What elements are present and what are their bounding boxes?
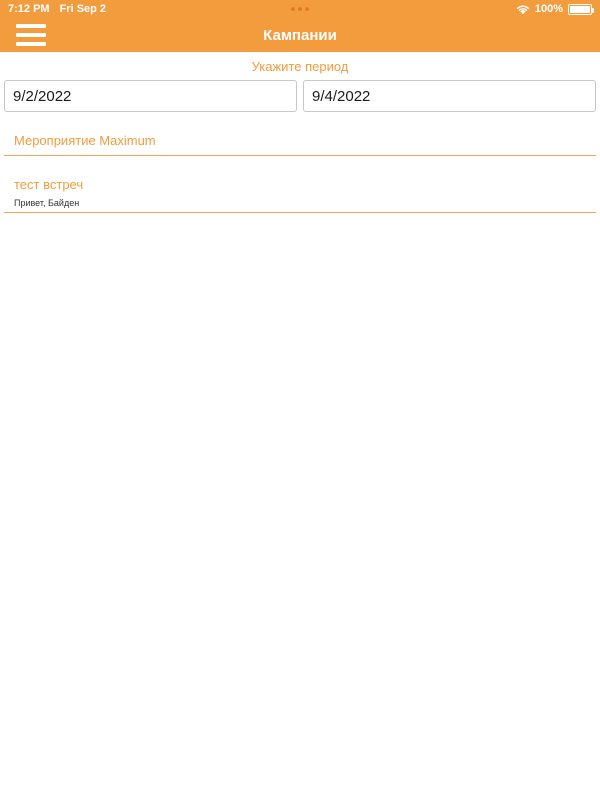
campaign-subtitle: Привет, Байден (14, 198, 80, 208)
campaign-title: Мероприятие Maximum (14, 133, 156, 148)
end-date-value: 9/4/2022 (312, 87, 371, 105)
hamburger-menu-icon[interactable] (16, 24, 46, 46)
start-date-value: 9/2/2022 (13, 87, 72, 105)
list-item[interactable] (4, 170, 596, 213)
status-date: Fri Sep 2 (59, 3, 107, 15)
start-date-input[interactable] (4, 80, 297, 112)
status-bar (0, 0, 600, 18)
status-center-dots (291, 7, 309, 11)
navigation-bar (0, 18, 600, 52)
dot (291, 7, 295, 11)
status-bar-right (516, 3, 592, 15)
dot (298, 7, 302, 11)
battery-icon (568, 4, 592, 15)
status-time: 7:12 PM (8, 3, 50, 15)
page-title: Кампании (263, 26, 337, 44)
end-date-input[interactable] (303, 80, 596, 112)
dot (305, 7, 309, 11)
date-range-row (0, 80, 600, 112)
status-bar-left (8, 3, 106, 15)
period-label: Укажите период (251, 59, 349, 74)
campaign-list (0, 126, 600, 213)
list-item[interactable] (4, 126, 596, 156)
campaign-title: тест встреч (14, 177, 84, 192)
battery-percent: 100% (534, 3, 563, 15)
wifi-icon (516, 4, 530, 15)
